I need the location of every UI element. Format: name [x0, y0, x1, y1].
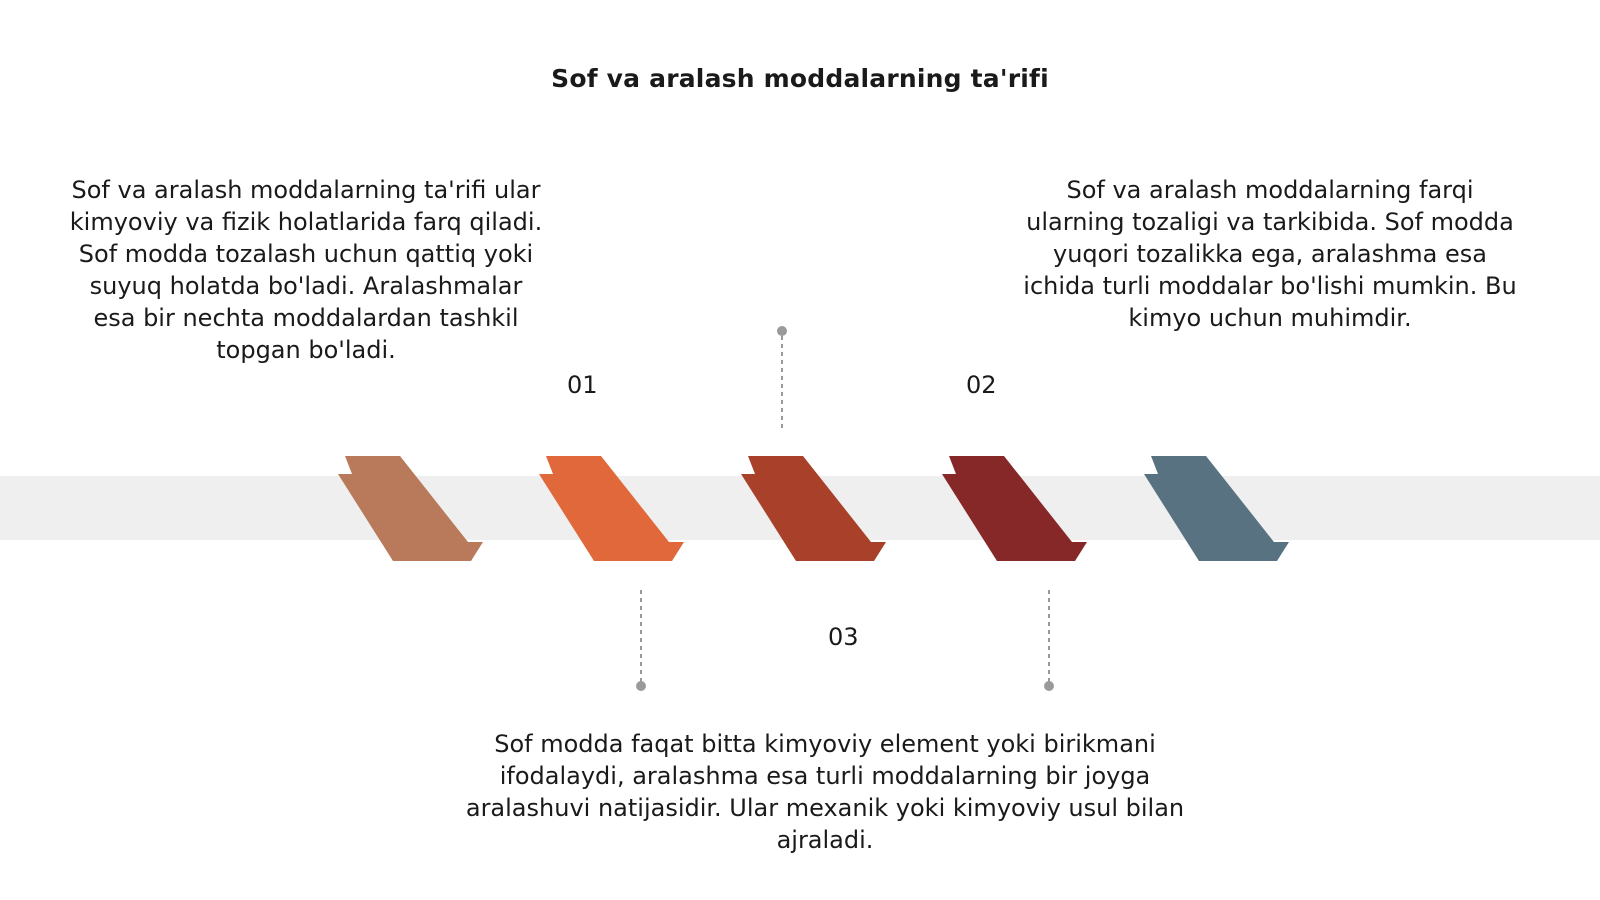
chevron-shape-4	[942, 456, 1087, 561]
chevron-shape-2	[539, 456, 684, 561]
chevron-shape-3	[741, 456, 886, 561]
step-2-description: Sof va aralash moddalarning farqi ularning tozaligi va tarkibida. Sof modda yuqori tozalikka ega, aralashma esa ichida turli moddalar bo'lishi mumkin. Bu kimyo uchun muhimdir.	[1023, 176, 1517, 332]
step-1-description: Sof va aralash moddalarning ta'rifi ular kimyoviy va fizik holatlarida farq qiladi. Sof modda tozalash uchun qattiq yoki suyuq holatda bo'ladi. Aralashmalar esa bir nechta moddalardan tashkil topgan bo'ladi.	[69, 176, 543, 364]
connector-bottom-right	[1044, 590, 1054, 691]
page-title: Sof va aralash moddalarning ta'rifi	[551, 64, 1049, 93]
connector-top-dot	[777, 326, 787, 336]
step-3-description: Sof modda faqat bitta kimyoviy element yoki birikmani ifodalaydi, aralashma esa turli moddalarning bir joyga aralashuvi natijasidir. Ular mexanik yoki kimyoviy usul bilan ajraladi.	[465, 730, 1185, 854]
step-1-number: 01	[567, 371, 598, 399]
connector-bottom-left	[636, 590, 646, 691]
step-2-number: 02	[966, 371, 997, 399]
step-3-number: 03	[828, 623, 859, 651]
connector-bottom-left-dot	[636, 681, 646, 691]
connector-bottom-right-dot	[1044, 681, 1054, 691]
chevron-shape-5	[1144, 456, 1289, 561]
chevron-shape-1	[338, 456, 483, 561]
connector-top	[777, 326, 787, 430]
